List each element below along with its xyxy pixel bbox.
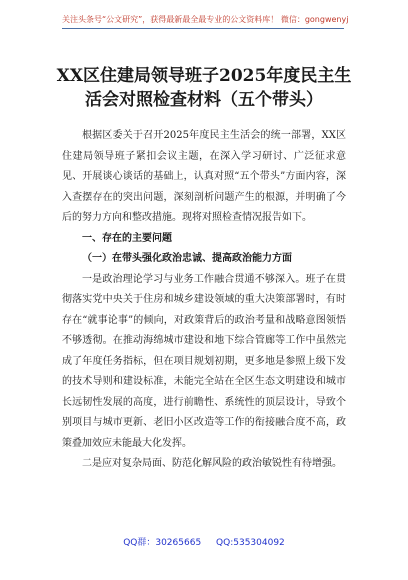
document-body <box>62 126 346 475</box>
body-paragraph-2: 二是应对复杂局面、防范化解风险的政治敏锐性有待增强。 <box>82 458 342 469</box>
header-banner: 关注头条号“公文研究”，获得最新最全最专业的公文资料库！ 微信：gongwenyj <box>62 14 344 29</box>
intro-paragraph: 根据区委关于召开2025年度民主生活会的统一部署，XX区住建局领导班子紧扣会议主题，在深入学习研讨、广泛征求意见、开展谈心谈话的基础上，认真对照“五个带头”方面内容，深入查摆存在的突出问题，深刻剖析问题产生的根源，并明确了今后的努力方向和整改措施。现将对照检查情况报告如下。 <box>62 130 346 223</box>
section-heading: 一、存在的主要问题 <box>82 232 172 244</box>
document-title: XX区住建局领导班子2025年度民主生活会对照检查材料（五个带头） <box>56 66 352 110</box>
footer-qq-group: QQ群：30265665 <box>123 538 202 548</box>
body-paragraph-1: 一是政治理论学习与业务工作融合贯通不够深入。班子在贯彻落实党中央关于住房和城乡建设领域的重大决策部署时，有时存在“就事论事”的倾向，对政策背后的政治考量和战略意图领悟不够透彻。在推动海绵城市建设和地下综合管廊等工作中虽然完成了年度任务指标，但在项目规划初期，更多地是参照上级下发的技术导则和建设标准，未能完全站在全区生态文明建设和城市长远韧性发展的高度，进行前瞻性、系统性的顶层设计，导致个别项目与城市更新、老旧小区改造等工作的衔接融合度不高，政策叠加效应未能最大化发挥。 <box>62 273 346 449</box>
subsection-heading: （一）在带头强化政治忠诚、提高政治能力方面 <box>82 253 292 264</box>
footer-qq-number: QQ:535304092 <box>216 538 285 548</box>
footer-contact <box>0 535 408 548</box>
